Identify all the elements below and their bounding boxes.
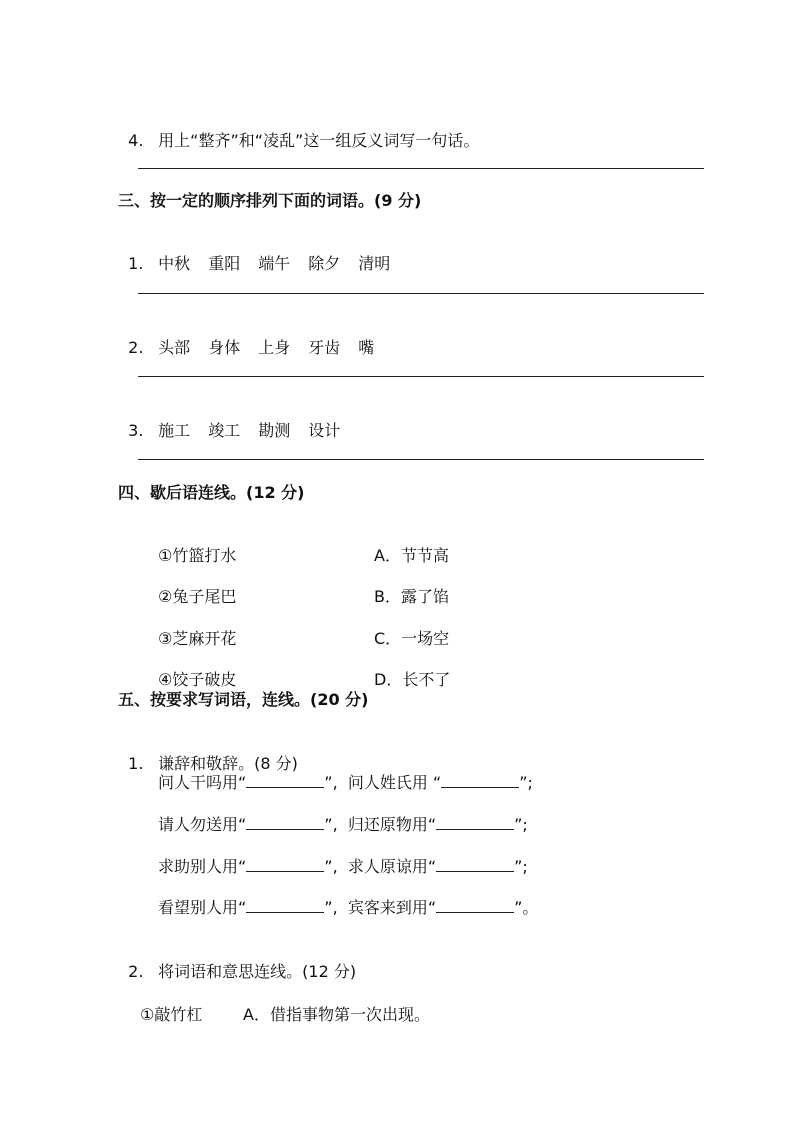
match-left[interactable]: ②兔子尾巴	[158, 587, 237, 606]
word: 设计	[308, 421, 341, 440]
prompt: ”, 归还原物用“	[324, 815, 437, 834]
punct: ”;	[514, 815, 528, 834]
word: 中秋	[158, 254, 191, 273]
word: 除夕	[308, 254, 341, 273]
answer-line[interactable]	[138, 293, 704, 294]
fill-row	[158, 856, 528, 878]
word: 嘴	[358, 338, 375, 357]
word: 勘测	[258, 421, 291, 440]
match-left[interactable]: ①敲竹杠	[140, 1005, 203, 1024]
word: 竣工	[208, 421, 241, 440]
match-right[interactable]: A．节节高	[374, 546, 449, 565]
question-number: 4.	[128, 131, 144, 150]
sec3-item-2	[118, 315, 392, 359]
fill-row	[158, 897, 538, 919]
sub-title: 将词语和意思连线。(12 分)	[158, 962, 357, 981]
question-text: 用上“整齐”和“凌乱”这一组反义词写一句话。	[158, 131, 480, 150]
match-right[interactable]: C．一场空	[374, 629, 450, 648]
item-number: 3.	[128, 421, 144, 440]
word: 身体	[208, 338, 241, 357]
fill-row	[158, 772, 533, 794]
match-left[interactable]: ③芝麻开花	[158, 629, 237, 648]
prompt: ”, 问人姓氏用 “	[324, 773, 442, 792]
blank[interactable]	[246, 898, 324, 913]
answer-line[interactable]	[138, 459, 704, 460]
word: 端午	[258, 254, 291, 273]
blank[interactable]	[436, 815, 514, 830]
match-row	[0, 523, 794, 567]
word: 重阳	[208, 254, 241, 273]
blank[interactable]	[441, 773, 519, 788]
sec3-item-1	[118, 231, 408, 275]
sec3-item-3	[118, 398, 358, 442]
item-number: 1.	[128, 254, 144, 273]
word: 牙齿	[308, 338, 341, 357]
match-row	[0, 982, 794, 1026]
prompt: 请人勿送用“	[158, 815, 247, 834]
blank[interactable]	[246, 815, 324, 830]
prompt: ”, 求人原谅用“	[324, 857, 437, 876]
section-3-title: 三、按一定的顺序排列下面的词语。(9 分)	[118, 191, 422, 210]
item-number: 2.	[128, 338, 144, 357]
word: 头部	[158, 338, 191, 357]
match-left[interactable]: ④饺子破皮	[158, 670, 237, 689]
punct: ”;	[519, 773, 533, 792]
blank[interactable]	[436, 898, 514, 913]
question-4	[118, 108, 479, 152]
answer-line[interactable]	[138, 376, 704, 377]
blank[interactable]	[246, 773, 324, 788]
prompt: 看望别人用“	[158, 898, 247, 917]
match-left[interactable]: ①竹篮打水	[158, 546, 237, 565]
word: 施工	[158, 421, 191, 440]
prompt: 求助别人用“	[158, 857, 247, 876]
word: 清明	[358, 254, 391, 273]
blank[interactable]	[436, 857, 514, 872]
item-number: 1.	[128, 754, 144, 773]
match-right[interactable]: A．借指事物第一次出现。	[243, 1005, 430, 1024]
word: 上身	[258, 338, 291, 357]
sub-title: 谦辞和敬辞。(8 分)	[158, 754, 298, 773]
match-row	[0, 606, 794, 650]
match-row	[0, 564, 794, 608]
prompt: 问人干吗用“	[158, 773, 247, 792]
sec5-sub-2	[118, 939, 356, 983]
item-number: 2.	[128, 962, 144, 981]
punct: ”;	[514, 857, 528, 876]
match-row	[0, 647, 794, 691]
blank[interactable]	[246, 857, 324, 872]
section-5-title: 五、按要求写词语，连线。(20 分)	[118, 690, 369, 709]
match-right[interactable]: D．长不了	[374, 670, 451, 689]
punct: ”。	[514, 898, 539, 917]
sec5-sub-1	[118, 731, 298, 775]
fill-row	[158, 814, 528, 836]
answer-line[interactable]	[138, 168, 704, 169]
prompt: ”, 宾客来到用“	[324, 898, 437, 917]
match-right[interactable]: B．露了馅	[374, 587, 449, 606]
section-4-title: 四、歇后语连线。(12 分)	[118, 483, 305, 502]
